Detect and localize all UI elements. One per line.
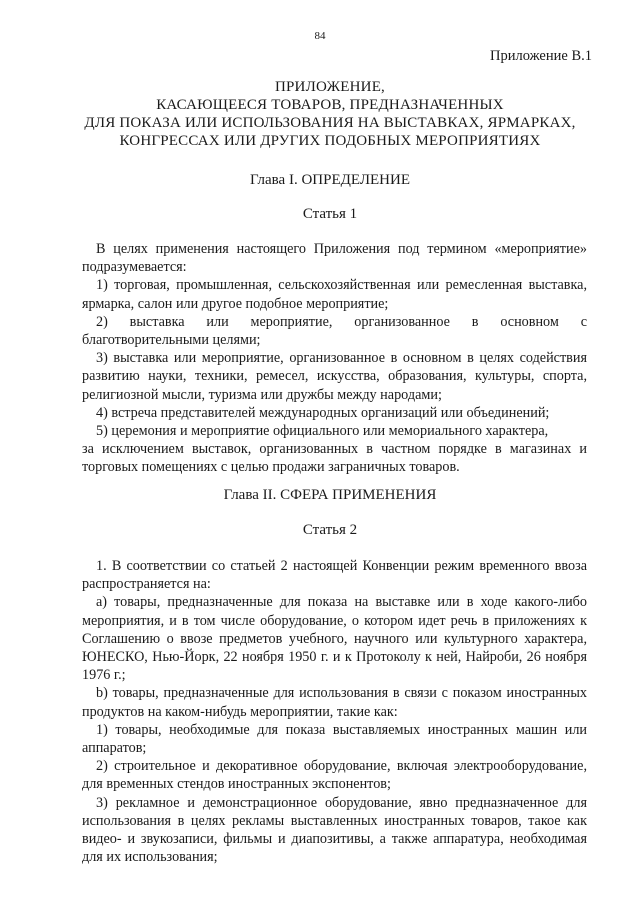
article-heading: Статья 2 [302,522,358,538]
paragraph: 3) выставка или мероприятие, организованное в основном в целях содействия развитию науки, техники, ремесел, искусства, образования, культуры, спорта, религиозной мысли, туризма или дружбы между народами; [82,350,587,403]
paragraph: 3) рекламное и демонстрационное оборудование, явно предназначенное для использования в целях рекламы выставленных иностранных товаров, такое как видео- и звукозаписи, фильмы и диапозитивы, а также аппаратура, необходимая для их использования; [82,794,587,866]
chapter-heading: Глава I. ОПРЕДЕЛЕНИЕ [249,172,410,188]
paragraph: b) товары, предназначенные для использования в связи с показом иностранных продуктов на каком-нибудь мероприятии, такие как: [82,685,587,720]
paragraph: 2) строительное и декоративное оборудование, включая электрооборудование, для временных стендов иностранных экспонентов; [82,758,587,793]
paragraph: В целях применения настоящего Приложения под термином «мероприятие» подразумевается: [82,241,587,276]
document-title [60,78,600,150]
paragraph: 2) выставка или мероприятие, организованное в основном с благотворительными целями; [82,313,587,349]
paragraph: за исключением выставок, организованных в частном порядке в магазинах и торговых помещениях с целью продажи заграничных товаров. [82,441,587,476]
page-number: 84 [314,30,326,42]
paragraph: 1) товары, необходимые для показа выставляемых иностранных машин или аппаратов; [82,721,587,757]
title-line: ПРИЛОЖЕНИЕ, [274,79,386,95]
chapter2-body [82,557,587,866]
paragraph: 5) церемония и мероприятие официального или мемориального характера, [96,423,549,440]
paragraph: 1. В соответствии со статьей 2 настоящей Конвенции режим временного ввоза распространяется на: [82,558,587,593]
chapter-heading: Глава II. СФЕРА ПРИМЕНЕНИЯ [223,487,437,503]
title-line: КАСАЮЩЕЕСЯ ТОВАРОВ, ПРЕДНАЗНАЧЕННЫХ [156,97,504,113]
title-line: КОНГРЕССАХ ИЛИ ДРУГИХ ПОДОБНЫХ МЕРОПРИЯТИЯХ [119,133,541,149]
article-heading: Статья 1 [302,206,358,222]
paragraph: 4) встреча представителей международных организаций или объединений; [96,404,550,421]
chapter1-body [82,240,587,477]
paragraph: a) товары, предназначенные для показа на выставке или в ходе какого-либо мероприятия, и в том числе оборудование, о котором идет речь в приложениях к Соглашению о ввозе предметов учебного, научного или культурного характера, ЮНЕСКО, Нью-Йорк, 22 ноября 1950 г. и к Протоколу к ней, Найроби, 26 ноября 1976 г.; [82,594,587,684]
paragraph: 1) торговая, промышленная, сельскохозяйственная или ремесленная выставка, ярмарка, салон или другое подобное мероприятие; [82,277,587,312]
title-line: ДЛЯ ПОКАЗА ИЛИ ИСПОЛЬЗОВАНИЯ НА ВЫСТАВКАХ, ЯРМАРКАХ, [84,115,576,131]
appendix-label: Приложение В.1 [490,48,592,64]
